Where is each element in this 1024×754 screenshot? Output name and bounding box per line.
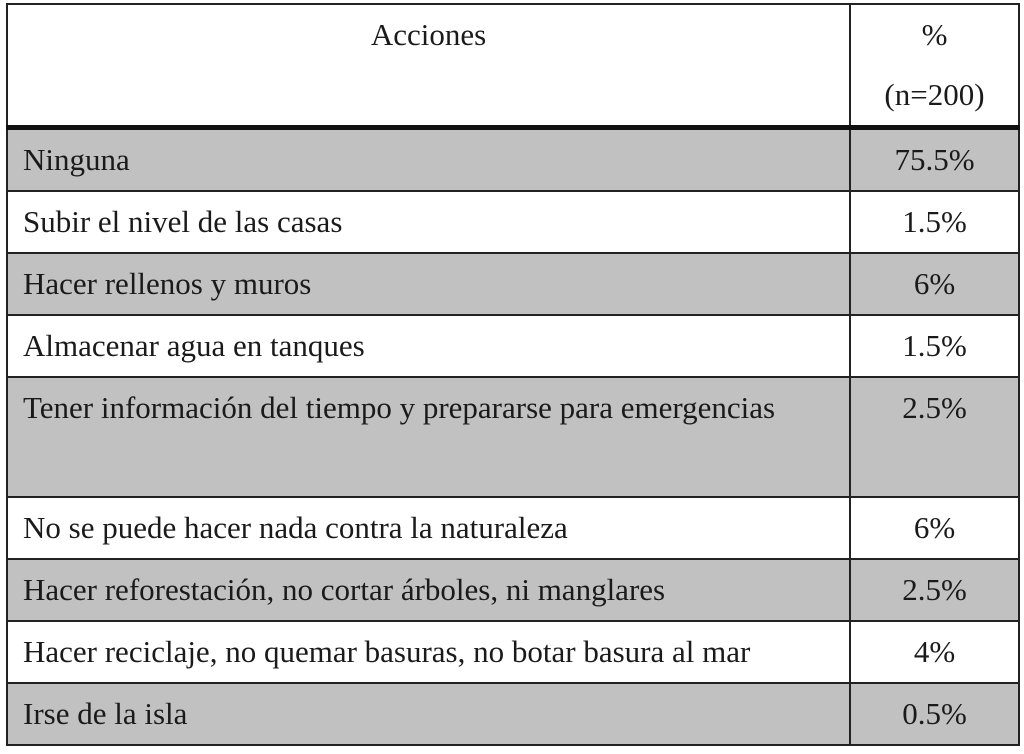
percent-cell: 0.5%	[850, 683, 1019, 745]
table-body	[7, 128, 1019, 746]
action-cell: Almacenar agua en tanques	[7, 315, 850, 377]
action-cell: Hacer reciclaje, no quemar basuras, no botar basura al mar	[7, 621, 850, 683]
table-row	[7, 559, 1019, 621]
action-cell: Tener información del tiempo y prepararse para emergencias	[7, 377, 850, 497]
action-cell: Hacer reforestación, no cortar árboles, ni manglares	[7, 559, 850, 621]
percent-cell: 6%	[850, 253, 1019, 315]
header-row	[7, 4, 1019, 128]
table-row	[7, 621, 1019, 683]
table-row	[7, 315, 1019, 377]
action-cell: No se puede hacer nada contra la naturaleza	[7, 497, 850, 559]
action-cell: Subir el nivel de las casas	[7, 191, 850, 253]
header-actions: Acciones	[7, 4, 850, 128]
table-row	[7, 191, 1019, 253]
table-row	[7, 377, 1019, 497]
actions-table	[6, 3, 1020, 746]
percent-cell: 1.5%	[850, 315, 1019, 377]
percent-cell: 75.5%	[850, 128, 1019, 192]
header-percent	[850, 4, 1019, 128]
table-row	[7, 253, 1019, 315]
percent-cell: 1.5%	[850, 191, 1019, 253]
header-percent-symbol: %	[921, 17, 948, 52]
action-cell: Ninguna	[7, 128, 850, 192]
table-header	[7, 4, 1019, 128]
percent-cell: 4%	[850, 621, 1019, 683]
table-row	[7, 497, 1019, 559]
percent-cell: 2.5%	[850, 559, 1019, 621]
header-percent-sample: (n=200)	[884, 77, 985, 112]
action-cell: Hacer rellenos y muros	[7, 253, 850, 315]
percent-cell: 2.5%	[850, 377, 1019, 497]
table-row	[7, 683, 1019, 745]
percent-cell: 6%	[850, 497, 1019, 559]
action-cell: Irse de la isla	[7, 683, 850, 745]
table-row	[7, 128, 1019, 192]
